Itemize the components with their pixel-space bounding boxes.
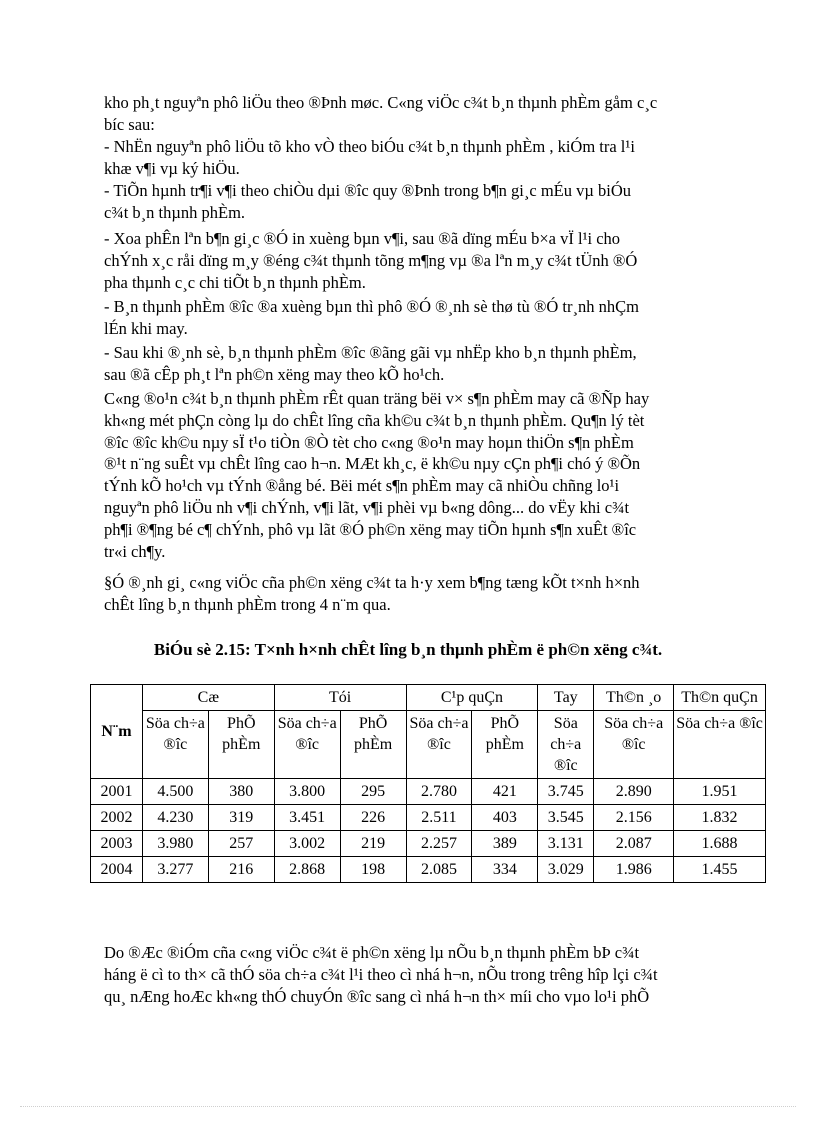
text-line: Do ®Æc ®iÓm cña c«ng viÖc c¾t ë ph©n xëng lµ nÕu b¸n thµnh phÈm bÞ c¾t (104, 943, 640, 962)
subheader-repair: Söa ch÷a ®îc (594, 711, 674, 779)
page-bottom-divider (20, 1106, 796, 1107)
subheader-repair: Söa ch÷a ®îc (674, 711, 766, 779)
table-cell: 2.868 (274, 857, 340, 883)
table-cell: 403 (472, 805, 538, 831)
table-cell: 3.800 (274, 779, 340, 805)
text-line: C«ng ®o¹n c¾t b¸n thµnh phÈm rÊt quan träng bëi v× s¶n phÈm may cã ®Ñp hay (104, 389, 650, 408)
table-cell: 380 (208, 779, 274, 805)
table-cell: 2.890 (594, 779, 674, 805)
paragraph-step-4 (104, 296, 772, 340)
table-caption: BiÓu sè 2.15: T×nh h×nh chÊt lîng b¸n thµnh phÈm ë ph©n xëng c¾t. (153, 640, 663, 659)
paragraph-step-1 (104, 136, 772, 180)
paragraph-step-5 (104, 342, 772, 386)
group-header: Tói (274, 685, 406, 711)
paragraph-step-2 (104, 180, 772, 224)
text-line: ph¶i ®¶ng bé c¶ chÝnh, phô vµ lãt ®Ó ph©n xëng may tiÕn hµnh s¶n xuÊt ®îc (104, 519, 637, 539)
text-line: c¾t b¸n thµnh phÈm. (104, 202, 246, 222)
text-line: kh«ng mét phÇn còng lµ do chÊt lîng cña kh©u c¾t b¸n thµnh phÈm. Qu¶n lý tèt (104, 410, 645, 430)
table-cell: 3.451 (274, 805, 340, 831)
table-cell: 389 (472, 831, 538, 857)
text-line: - B¸n thµnh phÈm ®îc ®a xuèng bµn thì phô ®Ó ®¸nh sè thø tù ®Ó tr¸nh nhÇm (104, 297, 639, 316)
subheader-repair: Söa ch÷a ®îc (274, 711, 340, 779)
table-cell: 2004 (91, 857, 143, 883)
table-cell: 319 (208, 805, 274, 831)
text-line: lÉn khi may. (104, 318, 188, 338)
text-line: chÊt lîng b¸n thµnh phÈm trong 4 n¨m qua. (104, 594, 391, 614)
group-header: C¹p quÇn (406, 685, 538, 711)
table-cell: 2.087 (594, 831, 674, 857)
text-line: §Ó ®¸nh gi¸ c«ng viÖc cña ph©n xëng c¾t ta h·y xem b¶ng tæng kÕt t×nh h×nh (104, 573, 640, 592)
table-cell: 198 (340, 857, 406, 883)
table-cell: 1.832 (674, 805, 766, 831)
text-line: - TiÕn hµnh tr¶i v¶i theo chiÒu dµi ®îc quy ®Þnh trong b¶n gi¸c mÉu vµ biÓu (104, 181, 632, 200)
paragraph-defects (104, 942, 772, 1007)
text-line: kho ph¸t nguyªn phô liÖu theo ®Þnh møc. C«ng viÖc c¾t b¸n thµnh phÈm gåm c¸c (104, 93, 658, 112)
text-line: bíc sau: (104, 114, 155, 134)
text-line: - NhËn nguyªn phô liÖu tõ kho vÒ theo biÓu c¾t b¸n thµnh phÈm , kiÓm tra l¹i (104, 137, 635, 156)
text-line: ®¹t n¨ng suÊt vµ chÊt lîng cao h¬n. MÆt kh¸c, ë kh©u nµy cÇn ph¶i chó ý ®Õn (104, 454, 641, 474)
quality-table (90, 684, 766, 883)
table-cell: 4.230 (142, 805, 208, 831)
table-cell: 3.131 (538, 831, 594, 857)
table-cell: 2.511 (406, 805, 472, 831)
table-cell: 1.986 (594, 857, 674, 883)
group-header: Tay (538, 685, 594, 711)
table-cell: 4.500 (142, 779, 208, 805)
table-subheader-row (91, 711, 766, 779)
text-line: nguyªn phô liÖu nh v¶i chÝnh, v¶i lãt, v¶i phèi vµ b«ng dông... do vËy khi c¾t (104, 497, 630, 517)
subheader-scrap: PhÕ phÈm (208, 711, 274, 779)
text-line: háng ë cì to th× cã thÓ söa ch÷a c¾t l¹i theo cì nhá h¬n, nÕu trong trêng hîp lçi c¾t (104, 964, 658, 984)
subheader-repair: Söa ch÷a ®îc (142, 711, 208, 779)
table-cell: 3.980 (142, 831, 208, 857)
year-header: N¨m (91, 685, 143, 779)
table-cell: 216 (208, 857, 274, 883)
table-cell: 3.002 (274, 831, 340, 857)
table-cell: 1.455 (674, 857, 766, 883)
table-cell: 3.029 (538, 857, 594, 883)
paragraph-importance (104, 388, 772, 562)
table-cell: 1.951 (674, 779, 766, 805)
table-cell: 421 (472, 779, 538, 805)
table-cell: 1.688 (674, 831, 766, 857)
text-line: chÝnh x¸c råi dïng m¸y ®éng c¾t thµnh tõng m¶ng vµ ®a lªn m¸y c¾t tÜnh ®Ó (104, 250, 638, 270)
text-line: tr«i ch¶y. (104, 541, 166, 561)
table-cell: 219 (340, 831, 406, 857)
table-header-row (91, 685, 766, 711)
group-header: Th©n quÇn (674, 685, 766, 711)
subheader-scrap: PhÕ phÈm (340, 711, 406, 779)
group-header: Th©n ¸o (594, 685, 674, 711)
text-line: qu¸ nÆng hoÆc kh«ng thÓ chuyÓn ®îc sang cì nhá h¬n th× míi cho vµo lo¹i phÕ (104, 986, 650, 1006)
table-cell: 226 (340, 805, 406, 831)
table-cell: 3.277 (142, 857, 208, 883)
group-header: Cæ (142, 685, 274, 711)
table-cell: 334 (472, 857, 538, 883)
table-cell: 2.780 (406, 779, 472, 805)
table-cell: 2.085 (406, 857, 472, 883)
text-line: pha thµnh c¸c chi tiÕt b¸n thµnh phÈm. (104, 272, 366, 292)
paragraph-evaluation (104, 572, 772, 616)
table-cell: 2003 (91, 831, 143, 857)
table-row (91, 779, 766, 805)
subheader-repair: Söa ch÷a ®îc (406, 711, 472, 779)
subheader-scrap: PhÕ phÈm (472, 711, 538, 779)
table-cell: 2002 (91, 805, 143, 831)
table-row (91, 857, 766, 883)
table-cell: 257 (208, 831, 274, 857)
table-row (91, 805, 766, 831)
text-line: ®îc ®îc kh©u nµy sÏ t¹o tiÒn ®Ò tèt cho c«ng ®o¹n may hoµn thiÖn s¶n phÈm (104, 432, 634, 452)
table-cell: 2.156 (594, 805, 674, 831)
text-line: sau ®ã cÊp ph¸t lªn ph©n xëng may theo kÕ ho¹ch. (104, 364, 445, 384)
text-line: khæ v¶i vµ ký hiÖu. (104, 158, 240, 178)
table-cell: 3.745 (538, 779, 594, 805)
table-row (91, 831, 766, 857)
paragraph-step-3 (104, 228, 772, 293)
table-cell: 3.545 (538, 805, 594, 831)
paragraph-intro (104, 92, 772, 136)
table-cell: 2.257 (406, 831, 472, 857)
subheader-repair: Söa ch÷a ®îc (538, 711, 594, 779)
text-line: - Xoa phÊn lªn b¶n gi¸c ®Ó in xuèng bµn v¶i, sau ®ã dïng mÉu b×a vÏ l¹i cho (104, 229, 621, 248)
text-line: tÝnh kÕ ho¹ch vµ tÝnh ®ång bé. Bëi mét s¶n phÈm may cã nhiÒu chñng lo¹i (104, 476, 620, 496)
table-cell: 2001 (91, 779, 143, 805)
table-cell: 295 (340, 779, 406, 805)
text-line: - Sau khi ®¸nh sè, b¸n thµnh phÈm ®îc ®ãng gãi vµ nhËp kho b¸n thµnh phÈm, (104, 343, 637, 362)
